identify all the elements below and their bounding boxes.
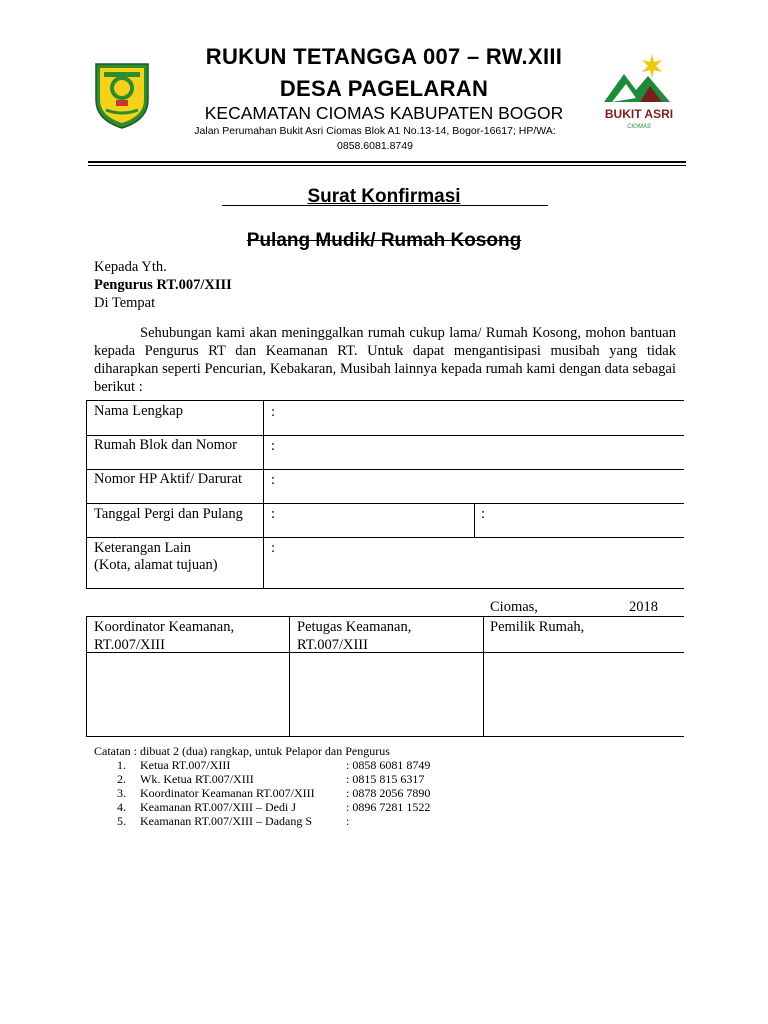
- field-colon: :: [271, 438, 276, 454]
- contact-number: 1.: [117, 758, 126, 772]
- field-label-hp: Nomor HP Aktif/ Darurat: [94, 471, 243, 487]
- document-title: Surat Konfirmasi: [307, 186, 461, 207]
- signature-role: Petugas Keamanan,: [297, 619, 412, 635]
- signature-year: 2018: [629, 599, 658, 615]
- contact-phone: : 0815 815 6317: [346, 772, 425, 786]
- contact-name: Keamanan RT.007/XIII – Dedi J: [140, 800, 297, 814]
- form-column-divider: [263, 400, 264, 588]
- header-address-line: Jalan Perumahan Bukit Asri Ciomas Blok A1 No.13-14, Bogor-16617; HP/WA:: [194, 125, 556, 137]
- field-colon: :: [271, 506, 276, 522]
- signature-column-divider: [483, 616, 484, 736]
- signature-place: Ciomas,: [490, 599, 538, 615]
- signature-unit: RT.007/XIII: [94, 637, 165, 653]
- header-address: [170, 124, 580, 154]
- title-rule: [222, 205, 548, 206]
- form-divider: [86, 537, 684, 538]
- contact-phone: : 0896 7281 1522: [346, 800, 431, 814]
- header-line-kecamatan: KECAMATAN CIOMAS KABUPATEN BOGOR: [204, 103, 564, 123]
- recipient-block: [94, 258, 232, 312]
- form-border-left: [86, 400, 87, 588]
- field-label-rumah: Rumah Blok dan Nomor: [94, 437, 237, 453]
- signature-border-top: [86, 616, 684, 617]
- field-colon: :: [271, 472, 276, 488]
- contact-phone: : 0878 2056 7890: [346, 786, 431, 800]
- contact-name: Koordinator Keamanan RT.007/XIII: [140, 786, 315, 800]
- field-colon-return: :: [481, 506, 486, 522]
- signature-border-left: [86, 616, 87, 736]
- header-divider: [88, 161, 686, 163]
- field-label-keterangan: Keterangan Lain: [94, 540, 192, 556]
- contact-number: 3.: [117, 786, 126, 800]
- form-date-divider: [474, 503, 475, 537]
- signature-role: Pemilik Rumah,: [490, 619, 585, 635]
- field-colon: :: [271, 540, 276, 556]
- signature-col-pemilik: [490, 618, 584, 636]
- header-line-desa: DESA PAGELARAN: [279, 76, 489, 101]
- recipient-line-3: Di Tempat: [94, 295, 156, 311]
- signature-col-koordinator: [94, 618, 234, 654]
- form-divider: [86, 503, 684, 504]
- field-label-tanggal: Tanggal Pergi dan Pulang: [94, 506, 243, 522]
- document-subtitle: Pulang Mudik/ Rumah Kosong: [246, 230, 522, 251]
- signature-role: Koordinator Keamanan,: [94, 619, 235, 635]
- contact-number: 2.: [117, 772, 126, 786]
- form-border-bottom: [86, 588, 684, 589]
- field-label-nama: Nama Lengkap: [94, 403, 183, 419]
- signature-col-petugas: [297, 618, 411, 654]
- header-divider-thin: [88, 165, 686, 166]
- header-phone: 0858.6081.8749: [337, 140, 413, 152]
- field-colon: :: [271, 404, 276, 420]
- field-label-keterangan-hint: (Kota, alamat tujuan): [94, 557, 218, 573]
- signature-border-bottom: [86, 736, 684, 737]
- bukit-asri-logo-text: BUKIT ASRI: [604, 107, 674, 121]
- header-line-rt: RUKUN TETANGGA 007 – RW.XIII: [205, 44, 563, 69]
- bukit-asri-logo-subtext: CIOMAS: [627, 124, 651, 130]
- recipient-line-1: Kepada Yth.: [94, 259, 167, 275]
- contact-phone: :: [346, 814, 350, 828]
- contact-phone: : 0858 6081 8749: [346, 758, 431, 772]
- contact-name: Keamanan RT.007/XIII – Dadang S: [140, 814, 313, 828]
- form-border-top: [86, 400, 684, 401]
- notes-caption: Catatan : dibuat 2 (dua) rangkap, untuk Pelapor dan Pengurus: [94, 744, 390, 758]
- contact-number: 4.: [117, 800, 126, 814]
- contact-name: Wk. Ketua RT.007/XIII: [140, 772, 254, 786]
- contact-number: 5.: [117, 814, 126, 828]
- recipient-line-2: Pengurus RT.007/XIII: [94, 277, 232, 293]
- signature-column-divider: [289, 616, 290, 736]
- signature-unit: RT.007/XIII: [297, 637, 368, 653]
- contact-name: Ketua RT.007/XIII: [140, 758, 231, 772]
- body-paragraph: Sehubungan kami akan meninggalkan rumah cukup lama/ Rumah Kosong, mohon bantuan kepada Pengurus RT dan Keamanan RT. Untuk dapat mengantisipasi musibah yang tidak diharapkan seperti Pencurian, Kebakaran, Musibah lainnya kepada rumah kami dengan data sebagai berikut :: [94, 325, 676, 395]
